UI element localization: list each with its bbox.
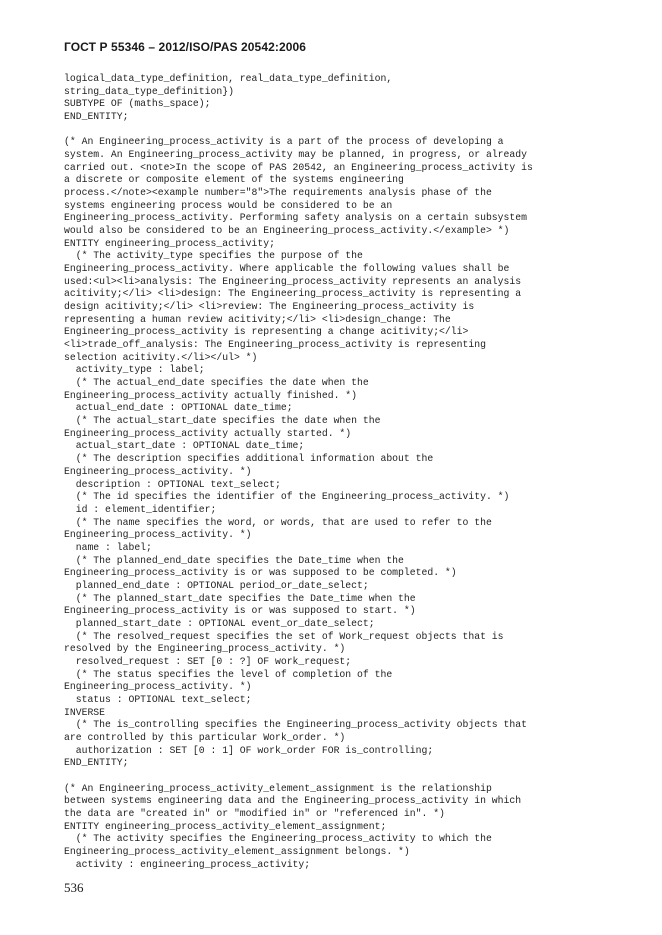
code-line: INVERSE <box>64 706 106 718</box>
code-line: (* The planned_start_date specifies the Date_time when the <box>64 592 416 604</box>
code-line: <li>trade_off_analysis: The Engineering_process_activity is representing <box>64 339 486 351</box>
code-line: (* The id specifies the identifier of the Engineering_process_activity. *) <box>64 491 510 503</box>
code-line: SUBTYPE OF (maths_space); <box>64 98 211 110</box>
code-line: resolved by the Engineering_process_activity. *) <box>64 643 346 655</box>
code-line: process.</note><example number="8">The requirements analysis phase of the <box>64 187 492 199</box>
code-line: Engineering_process_activity_element_assignment belongs. *) <box>64 845 410 857</box>
code-line: Engineering_process_activity is representing a change acitivity;</li> <box>64 326 469 338</box>
code-line: string_data_type_definition}) <box>64 85 234 97</box>
code-line: a discrete or composite element of the systems engineering <box>64 174 404 186</box>
code-line: (* The is_controlling specifies the Engineering_process_activity objects that <box>64 719 527 731</box>
code-line: (* An Engineering_process_activity_element_assignment is the relationship <box>64 782 492 794</box>
code-line: (* The status specifies the level of completion of the <box>64 668 393 680</box>
code-line: (* The actual_end_date specifies the date when the <box>64 377 369 389</box>
code-line: Engineering_process_activity actually finished. *) <box>64 389 358 401</box>
code-line: Engineering_process_activity. Performing safety analysis on a certain subsystem <box>64 212 527 224</box>
code-line: resolved_request : SET [0 : ?] OF work_request; <box>64 655 352 667</box>
code-line: system. An Engineering_process_activity may be planned, in progress, or already <box>64 149 527 161</box>
express-code-listing <box>64 73 604 871</box>
code-line: would also be considered to be an Engineering_process_activity.</example> *) <box>64 225 510 237</box>
code-line: (* The description specifies additional information about the <box>64 453 434 465</box>
code-line: actual_end_date : OPTIONAL date_time; <box>64 402 293 414</box>
code-line: END_ENTITY; <box>64 111 129 123</box>
code-line: activity : engineering_process_activity; <box>64 858 311 870</box>
code-line: (* The activity_type specifies the purpose of the <box>64 250 363 262</box>
code-line: representing a human review acitivity;</li> <li>design_change: The <box>64 313 451 325</box>
code-line: (* The actual_start_date specifies the date when the <box>64 415 381 427</box>
code-line: between systems engineering data and the Engineering_process_activity in which <box>64 795 522 807</box>
code-line: (* The resolved_request specifies the set of Work_request objects that is <box>64 630 504 642</box>
code-line: are controlled by this particular Work_order. *) <box>64 731 346 743</box>
code-line: acitivity;</li> <li>design: The Engineering_process_activity is representing a <box>64 288 522 300</box>
code-line: systems engineering process would be considered to be an <box>64 199 393 211</box>
code-line: logical_data_type_definition, real_data_type_definition, <box>64 73 393 84</box>
code-line: name : label; <box>64 541 152 553</box>
code-line: design acitivity;</li> <li>review: The Engineering_process_activity is <box>64 301 475 313</box>
code-line: Engineering_process_activity. *) <box>64 681 252 693</box>
blank-line <box>64 124 604 137</box>
code-line: END_ENTITY; <box>64 757 129 769</box>
code-line: planned_start_date : OPTIONAL event_or_date_select; <box>64 617 375 629</box>
code-line: Engineering_process_activity. *) <box>64 465 252 477</box>
code-line: selection acitivity.</li></ul> *) <box>64 351 258 363</box>
code-line: (* The activity specifies the Engineering_process_activity to which the <box>64 833 492 845</box>
code-line: authorization : SET [0 : 1] OF work_order FOR is_controlling; <box>64 744 434 756</box>
code-line: description : OPTIONAL text_select; <box>64 478 281 490</box>
code-line: carried out. <note>In the scope of PAS 20542, an Engineering_process_activity is <box>64 161 533 173</box>
code-line: id : element_identifier; <box>64 503 217 515</box>
code-line: Engineering_process_activity. Where applicable the following values shall be <box>64 263 510 275</box>
code-line: Engineering_process_activity actually started. *) <box>64 427 352 439</box>
code-line: Engineering_process_activity is or was supposed to start. *) <box>64 605 416 617</box>
code-line: (* The name specifies the word, or words, that are used to refer to the <box>64 516 492 528</box>
code-line: status : OPTIONAL text_select; <box>64 693 252 705</box>
code-line: used:<ul><li>analysis: The Engineering_process_activity represents an analysis <box>64 275 522 287</box>
code-line: (* An Engineering_process_activity is a part of the process of developing a <box>64 136 504 148</box>
code-line: Engineering_process_activity is or was supposed to be completed. *) <box>64 567 457 579</box>
page-header-title: ГОСТ Р 55346 – 2012/ISO/PAS 20542:2006 <box>64 40 307 54</box>
code-line: Engineering_process_activity. *) <box>64 529 252 541</box>
code-line: (* The planned_end_date specifies the Date_time when the <box>64 554 404 566</box>
page-number: 536 <box>64 880 84 895</box>
code-line: ENTITY engineering_process_activity_element_assignment; <box>64 820 387 832</box>
code-line: planned_end_date : OPTIONAL period_or_date_select; <box>64 579 369 591</box>
blank-line <box>64 770 604 783</box>
code-line: actual_start_date : OPTIONAL date_time; <box>64 440 305 452</box>
code-line: activity_type : label; <box>64 364 205 376</box>
code-line: ENTITY engineering_process_activity; <box>64 237 275 249</box>
code-line: the data are "created in" or "modified in" or "referenced in". *) <box>64 807 445 819</box>
